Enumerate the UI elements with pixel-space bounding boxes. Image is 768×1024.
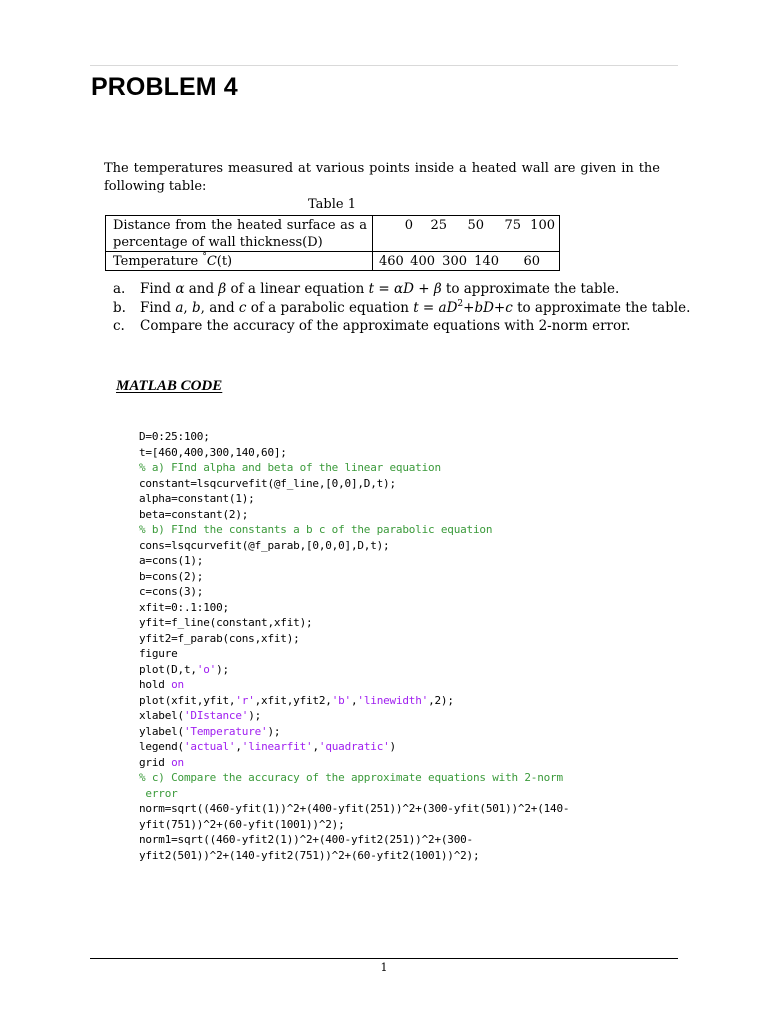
code-string: 'actual' bbox=[183, 740, 236, 753]
code-line bbox=[139, 755, 569, 771]
table-cell: 60 bbox=[523, 254, 540, 269]
degree-symbol: ° bbox=[202, 252, 207, 262]
task-text bbox=[140, 299, 690, 318]
distance-values bbox=[373, 216, 560, 252]
table-cell: 75 bbox=[504, 218, 521, 233]
problem-intro: The temperatures measured at various points inside a heated wall are given in the following table: bbox=[104, 161, 660, 194]
code-line bbox=[139, 476, 569, 492]
table-cell: 300 bbox=[442, 254, 467, 269]
code-line bbox=[139, 739, 569, 755]
code-token: D=0:25:100; bbox=[139, 430, 210, 443]
code-token: c=cons(3); bbox=[139, 585, 204, 598]
task-marker: a. bbox=[113, 281, 126, 297]
code-line bbox=[139, 507, 569, 523]
table-cell: 0 bbox=[404, 218, 413, 233]
code-line bbox=[139, 770, 569, 786]
code-token: ); bbox=[216, 662, 229, 676]
code-token: yfit2=f_parab(cons,xfit); bbox=[139, 631, 300, 645]
data-table bbox=[105, 215, 560, 271]
code-token: beta=constant(2); bbox=[139, 507, 249, 521]
code-line bbox=[139, 600, 569, 616]
code-line bbox=[139, 460, 569, 476]
math-symbol: a bbox=[175, 299, 184, 316]
code-string: 'linewidth' bbox=[357, 693, 429, 707]
task-text-segment: = bbox=[374, 281, 394, 297]
code-token: plot(xfit,yfit, bbox=[139, 693, 236, 707]
code-line bbox=[139, 817, 569, 833]
code-block bbox=[139, 429, 569, 863]
code-line bbox=[139, 693, 569, 709]
row-label-suffix: (t) bbox=[216, 254, 233, 269]
code-token: ); bbox=[248, 709, 262, 722]
unit-variable: C bbox=[206, 254, 217, 269]
page-number: 1 bbox=[380, 961, 388, 974]
code-token: ylabel( bbox=[139, 724, 184, 738]
code-string: 'b' bbox=[331, 693, 351, 707]
code-token: yfit=f_line(constant,xfit); bbox=[139, 616, 313, 629]
code-line bbox=[139, 429, 569, 445]
task-text-segment: Find bbox=[140, 281, 176, 297]
table-row-distance bbox=[106, 216, 560, 252]
task-text-segment: , bbox=[183, 299, 192, 316]
table-cell: 25 bbox=[430, 218, 447, 233]
code-token: xfit=0:.1:100; bbox=[139, 600, 229, 614]
table-cell: 100 bbox=[530, 218, 555, 233]
code-token: , bbox=[350, 693, 358, 707]
math-symbol: b bbox=[191, 299, 201, 316]
code-line bbox=[139, 538, 569, 554]
code-token: legend( bbox=[139, 740, 184, 753]
math-symbol: α bbox=[175, 281, 185, 297]
code-token: yfit2(501))^2+(140-yfit2(751))^2+(60-yfit2(1001))^2); bbox=[139, 848, 480, 862]
code-token: , bbox=[235, 740, 242, 753]
task-text-segment: to approximate the table. bbox=[441, 281, 620, 297]
code-token: constant=lsqcurvefit(@f_line,[0,0],D,t); bbox=[139, 476, 396, 490]
task-text-segment: + bbox=[413, 281, 434, 297]
code-token: norm=sqrt((460-yfit(1))^2+(400-yfit(251))^2+(300-yfit(501))^2+(140- bbox=[139, 802, 570, 815]
code-line bbox=[139, 677, 569, 693]
code-token: plot(D,t, bbox=[139, 662, 197, 676]
top-divider bbox=[90, 65, 678, 66]
code-line bbox=[139, 631, 569, 647]
task-text bbox=[140, 317, 630, 336]
code-token: ) bbox=[389, 740, 396, 753]
page-title: PROBLEM 4 bbox=[91, 73, 238, 101]
task-text-segment: Find bbox=[140, 299, 176, 316]
code-token: ); bbox=[267, 724, 281, 738]
code-keyword: on bbox=[171, 755, 184, 769]
code-line bbox=[139, 724, 569, 740]
table-cell: 140 bbox=[474, 254, 499, 269]
code-token: grid bbox=[139, 755, 172, 769]
math-exponent: 2 bbox=[457, 298, 464, 309]
table-cell: 400 bbox=[410, 254, 435, 269]
task-text-segment: of a linear equation bbox=[226, 281, 369, 297]
math-symbol: t bbox=[413, 299, 419, 316]
footer-divider bbox=[90, 958, 678, 959]
table-cell: 50 bbox=[467, 218, 484, 233]
temperature-values bbox=[373, 252, 560, 271]
row-label-temperature bbox=[106, 252, 373, 271]
code-token: ,2); bbox=[428, 693, 454, 707]
table-cell: 460 bbox=[379, 254, 404, 269]
task-text-segment: = bbox=[418, 299, 439, 316]
task-item bbox=[113, 299, 690, 318]
code-line bbox=[139, 522, 569, 538]
task-item bbox=[113, 317, 690, 336]
code-line bbox=[139, 646, 569, 662]
code-line bbox=[139, 569, 569, 585]
code-line bbox=[139, 786, 569, 802]
task-text-segment: Compare the accuracy of the approximate equations with 2-norm error. bbox=[140, 318, 631, 334]
code-line bbox=[139, 445, 569, 461]
code-token: hold bbox=[139, 678, 172, 691]
task-list bbox=[113, 280, 690, 336]
task-text bbox=[140, 280, 619, 299]
code-line bbox=[139, 615, 569, 631]
code-line bbox=[139, 491, 569, 507]
code-string: 'Temperature' bbox=[183, 724, 268, 738]
math-symbol: β bbox=[218, 281, 227, 297]
math-symbol: t bbox=[368, 281, 375, 297]
code-token: a=cons(1); bbox=[139, 554, 204, 567]
task-text-segment: , and bbox=[200, 299, 239, 316]
code-token: b=cons(2); bbox=[139, 569, 204, 583]
task-text-segment: to approximate the table. bbox=[512, 299, 691, 316]
code-line bbox=[139, 662, 569, 678]
math-symbol: c bbox=[238, 299, 247, 316]
code-string: 'r' bbox=[235, 693, 255, 707]
task-text-segment: of a parabolic equation bbox=[246, 299, 414, 316]
code-line bbox=[139, 832, 569, 848]
math-symbol: β bbox=[433, 281, 442, 297]
task-marker: b. bbox=[113, 299, 126, 316]
code-line bbox=[139, 584, 569, 600]
task-text-segment: + bbox=[493, 299, 506, 316]
code-keyword: on bbox=[171, 678, 184, 691]
math-symbol: aD bbox=[438, 299, 458, 316]
task-marker: c. bbox=[113, 318, 125, 334]
code-token: yfit(751))^2+(60-yfit(1001))^2); bbox=[139, 817, 345, 831]
code-token: cons=lsqcurvefit(@f_parab,[0,0,0],D,t); bbox=[139, 538, 390, 552]
code-heading: MATLAB CODE bbox=[116, 378, 223, 394]
task-text-segment: + bbox=[463, 299, 475, 316]
code-token: xlabel( bbox=[139, 709, 184, 722]
table-caption: Table 1 bbox=[308, 197, 356, 212]
code-token: t=[460,400,300,140,60]; bbox=[139, 445, 287, 459]
task-text-segment: and bbox=[184, 281, 219, 297]
row-label-distance: Distance from the heated surface as a percentage of wall thickness(D) bbox=[106, 216, 373, 252]
code-line bbox=[139, 801, 569, 817]
row-label-text: Temperature bbox=[113, 254, 203, 269]
table-row-temperature bbox=[106, 252, 560, 271]
code-token: , bbox=[312, 740, 319, 753]
math-symbol: c bbox=[505, 299, 513, 316]
code-comment: error bbox=[139, 786, 178, 800]
code-token: figure bbox=[139, 647, 178, 660]
code-string: 'quadratic' bbox=[318, 740, 390, 753]
math-symbol: αD bbox=[393, 281, 414, 297]
code-line bbox=[139, 848, 569, 864]
code-string: 'linearfit' bbox=[241, 740, 313, 753]
code-comment: % c) Compare the accuracy of the approximate equations with 2-norm bbox=[139, 771, 563, 784]
code-token: alpha=constant(1); bbox=[139, 492, 255, 505]
code-string: 'o' bbox=[196, 662, 217, 676]
code-comment: % b) FInd the constants a b c of the parabolic equation bbox=[139, 523, 493, 536]
math-symbol: bD bbox=[474, 299, 494, 316]
code-string: 'DIstance' bbox=[183, 709, 249, 722]
code-token: norm1=sqrt((460-yfit2(1))^2+(400-yfit2(251))^2+(300- bbox=[139, 833, 473, 846]
code-line bbox=[139, 553, 569, 569]
code-line bbox=[139, 708, 569, 724]
code-token: ,xfit,yfit2, bbox=[254, 693, 332, 707]
task-item bbox=[113, 280, 690, 299]
code-comment: % a) FInd alpha and beta of the linear equation bbox=[139, 461, 441, 474]
